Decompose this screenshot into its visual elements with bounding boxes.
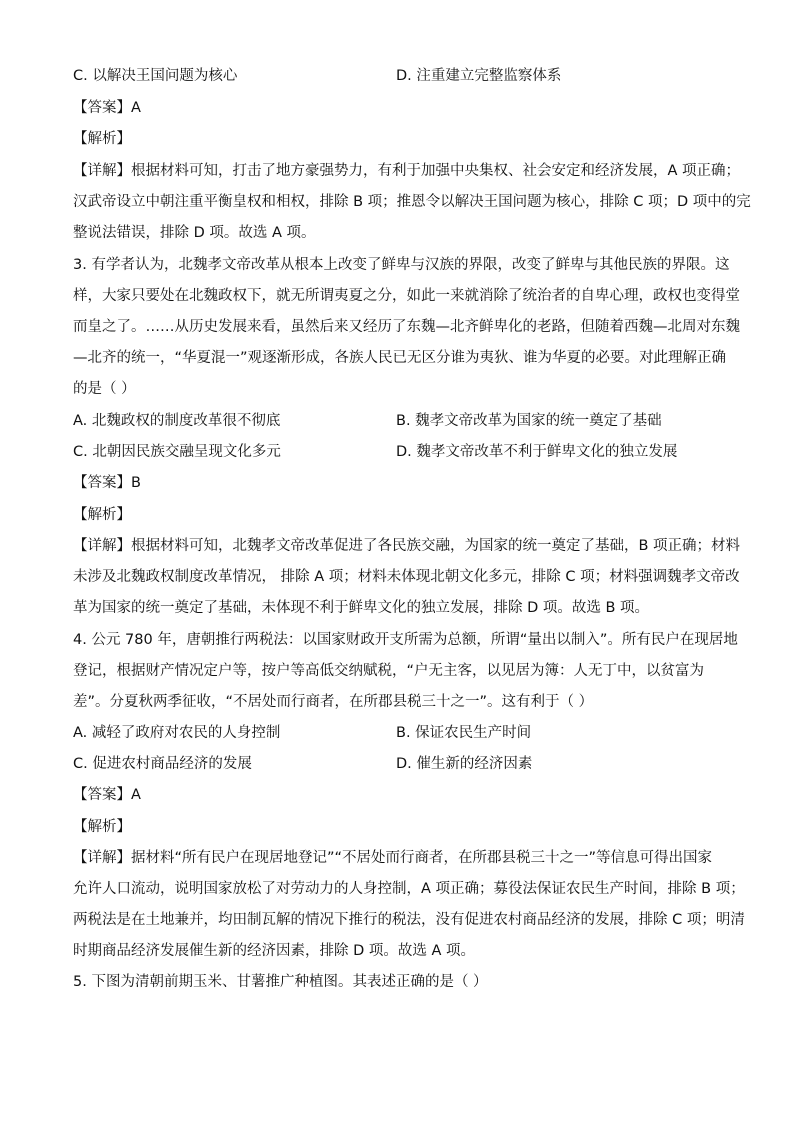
option-text: 保证农民生产时间 bbox=[415, 725, 532, 741]
q3-option-a bbox=[73, 411, 280, 431]
q2-answer: 【答案】A bbox=[73, 100, 141, 116]
q4-option-d bbox=[396, 754, 532, 774]
q3-answer: 【答案】B bbox=[73, 475, 141, 491]
q4-option-a bbox=[73, 723, 280, 743]
q2-option-c bbox=[73, 66, 237, 86]
q2-detail-line: 【详解】根据材料可知，打击了地方豪强势力，有利于加强中央集权、社会安定和经济发展，A 项正确； bbox=[73, 163, 741, 179]
option-letter: D. bbox=[396, 444, 412, 460]
option-text: 北魏政权的制度改革很不彻底 bbox=[91, 413, 281, 429]
option-letter: A. bbox=[73, 413, 88, 429]
option-text: 北朝因民族交融呈现文化多元 bbox=[92, 444, 281, 460]
q4-analysis-label: 【解析】 bbox=[73, 819, 131, 835]
q5-stem: 5. 下图为清朝前期玉米、甘薯推广种植图。其表述正确的是（ ） bbox=[73, 974, 488, 990]
q3-stem-line: 的是（ ） bbox=[73, 381, 136, 397]
option-text: 促进农村商品经济的发展 bbox=[92, 756, 252, 772]
option-letter: A. bbox=[73, 725, 88, 741]
q3-stem-line: 而皇之了。……从历史发展来看，虽然后来又经历了东魏—北齐鲜卑化的老路，但随着西魏—北周对东魏 bbox=[73, 319, 740, 335]
q3-detail-line: 革为国家的统一奠定了基础，未体现不利于鲜卑文化的独立发展，排除 D 项。故选 B 项。 bbox=[73, 600, 650, 616]
q3-stem-line: 样，大家只要处在北魏政权下，就无所谓夷夏之分，如此一来就消除了统治者的自卑心理，政权也变得堂 bbox=[73, 288, 740, 304]
option-letter: C. bbox=[73, 444, 88, 460]
option-text: 催生新的经济因素 bbox=[416, 756, 533, 772]
option-letter: D. bbox=[396, 756, 412, 772]
q3-stem-line: —北齐的统一，“华夏混一”观逐渐形成，各族人民已无区分谁为夷狄、谁为华夏的必要。对此理解正确 bbox=[73, 350, 727, 366]
q4-detail-line: 【详解】据材料“所有民户在现居地登记”“不居处而行商者，在所郡县税三十之一”等信息可得出国家 bbox=[73, 850, 713, 866]
q3-option-d bbox=[396, 442, 677, 462]
option-letter: B. bbox=[396, 413, 411, 429]
q4-detail-line: 允许人口流动，说明国家放松了对劳动力的人身控制，A 项正确；募役法保证农民生产时间，排除 B 项； bbox=[73, 881, 745, 897]
q4-option-b bbox=[396, 723, 531, 743]
q3-detail-line: 【详解】根据材料可知，北魏孝文帝改革促进了各民族交融，为国家的统一奠定了基础，B 项正确；材料 bbox=[73, 538, 741, 554]
option-text: 以解决王国问题为核心 bbox=[92, 68, 238, 84]
q2-analysis-label: 【解析】 bbox=[73, 131, 131, 147]
q4-detail-line: 两税法是在土地兼并，均田制瓦解的情况下推行的税法，没有促进农村商品经济的发展，排除 C 项；明清 bbox=[73, 912, 745, 928]
option-text: 注重建立完整监察体系 bbox=[416, 68, 562, 84]
q2-option-d bbox=[396, 66, 561, 86]
q4-answer: 【答案】A bbox=[73, 787, 141, 803]
q2-detail-line: 整说法错误，排除 D 项。故选 A 项。 bbox=[73, 225, 316, 241]
option-letter: C. bbox=[73, 756, 88, 772]
option-letter: B. bbox=[396, 725, 411, 741]
q3-detail-line: 未涉及北魏政权制度改革情况， 排除 A 项；材料未体现北朝文化多元，排除 C 项；材料强调魏孝文帝改 bbox=[73, 569, 740, 585]
q4-option-c bbox=[73, 754, 252, 774]
option-letter: D. bbox=[396, 68, 412, 84]
q3-option-b bbox=[396, 411, 662, 431]
q4-detail-line: 时期商品经济发展催生新的经济因素，排除 D 项。故选 A 项。 bbox=[73, 943, 476, 959]
q4-stem-line: 差”。分夏秋两季征收，“不居处而行商者，在所郡县税三十之一”。这有利于（ ） bbox=[73, 694, 594, 710]
q3-analysis-label: 【解析】 bbox=[73, 507, 131, 523]
q3-option-c bbox=[73, 442, 281, 462]
q2-detail-line: 汉武帝设立中朝注重平衡皇权和相权，排除 B 项；推恩令以解决王国问题为核心，排除 C 项；D 项中的完 bbox=[73, 194, 751, 210]
q4-stem-line: 4. 公元 780 年，唐朝推行两税法：以国家财政开支所需为总额，所谓“量出以制入”。所有民户在现居地 bbox=[73, 632, 738, 648]
option-text: 减轻了政府对农民的人身控制 bbox=[91, 725, 281, 741]
option-text: 魏孝文帝改革为国家的统一奠定了基础 bbox=[415, 413, 662, 429]
option-letter: C. bbox=[73, 68, 88, 84]
q4-stem-line: 登记，根据财产情况定户等，按户等高低交纳赋税，“户无主客，以见居为簿：人无丁中，以贫富为 bbox=[73, 663, 705, 679]
option-text: 魏孝文帝改革不利于鲜卑文化的独立发展 bbox=[416, 444, 678, 460]
q3-stem-line: 3. 有学者认为，北魏孝文帝改革从根本上改变了鲜卑与汉族的界限，改变了鲜卑与其他民族的界限。这 bbox=[73, 257, 730, 273]
